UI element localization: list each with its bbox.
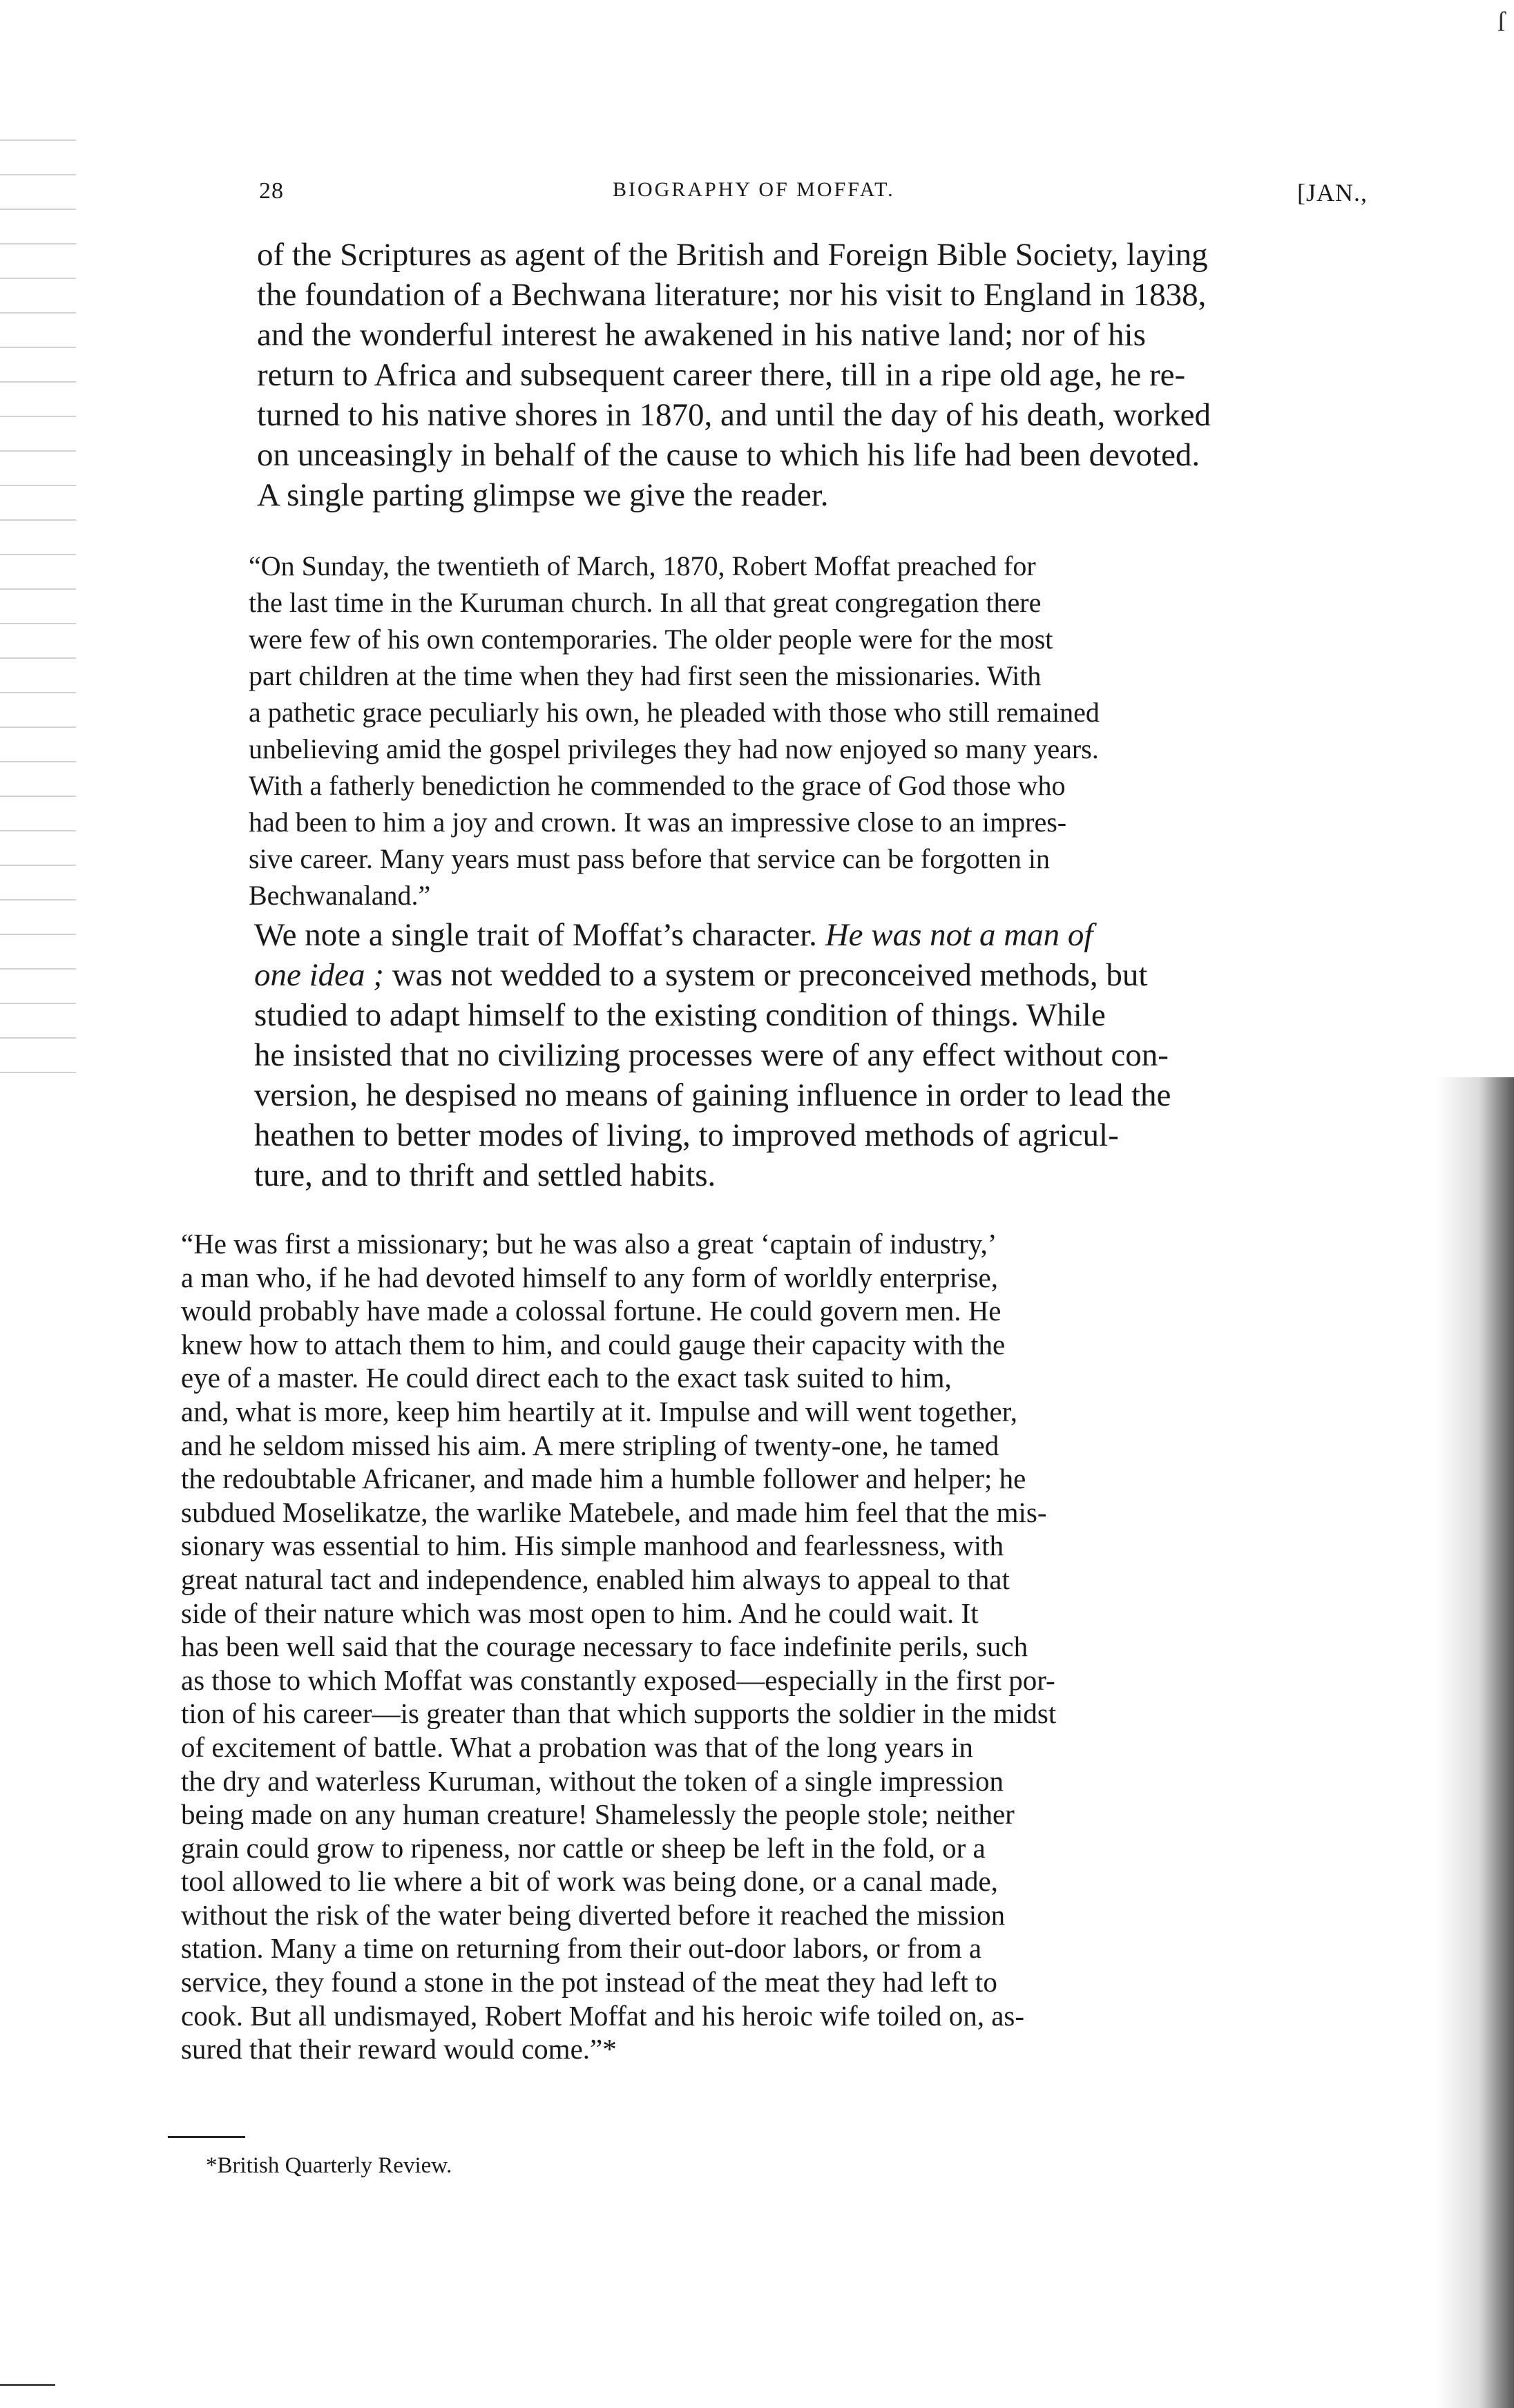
quote-line: the last time in the Kuruman church. In all that great congregation there <box>249 587 1042 618</box>
scan-edge-shadow-right <box>1437 1077 1514 2408</box>
text-line: and the wonderful interest he awakened in his native land; nor of his <box>257 317 1146 353</box>
quote-line: the redoubtable Africaner, and made him a humble follower and helper; he <box>181 1463 1026 1495</box>
quote-line: would probably have made a colossal fortune. He could govern men. He <box>181 1295 1002 1327</box>
quote-line: “He was first a missionary; but he was also a great ‘captain of industry,’ <box>181 1228 997 1260</box>
text-line: he insisted that no civilizing processes were of any effect without con- <box>254 1037 1169 1073</box>
quote-line: sionary was essential to him. His simple manhood and fearlessness, with <box>181 1530 1004 1562</box>
text-line: studied to adapt himself to the existing condition of things. While <box>254 997 1106 1033</box>
text-line: turned to his native shores in 1870, and until the day of his death, worked <box>257 397 1211 433</box>
page-number: 28 <box>259 178 284 204</box>
quote-line: sive career. Many years must pass before that service can be forgotten in <box>249 843 1050 874</box>
quote-line: tool allowed to lie where a bit of work was being done, or a canal made, <box>181 1865 998 1898</box>
quote-line: With a fatherly benediction he commended to the grace of God those who <box>249 770 1066 801</box>
quote-line: of excitement of battle. What a probation was that of the long years in <box>181 1731 973 1763</box>
corner-scan-mark: ſ <box>1497 6 1506 37</box>
quote-line: subdued Moselikatze, the warlike Matebele, and made him feel that the mis- <box>181 1496 1047 1528</box>
footnote-rule <box>168 2136 245 2138</box>
bottom-scan-line <box>0 2384 55 2386</box>
text-line: version, he despised no means of gaining influence in order to lead the <box>254 1077 1171 1113</box>
quote-line: unbelieving amid the gospel privileges they had now enjoyed so many years. <box>249 733 1099 764</box>
quote-line: “On Sunday, the twentieth of March, 1870, Robert Moffat preached for <box>249 550 1036 581</box>
quote-line: sured that their reward would come.”* <box>181 2033 617 2065</box>
paragraph-1 <box>257 235 1211 515</box>
text-line <box>254 955 1171 995</box>
italic-run: one idea ; <box>254 957 384 993</box>
quote-line: and he seldom missed his aim. A mere stripling of twenty-one, he tamed <box>181 1429 999 1461</box>
running-header <box>259 178 1368 220</box>
quote-line: a pathetic grace peculiarly his own, he pleaded with those who still remained <box>249 697 1100 728</box>
quote-line: knew how to attach them to him, and could gauge their capacity with the <box>181 1328 1006 1360</box>
block-quote-1 <box>249 548 1100 914</box>
quote-line: were few of his own contemporaries. The older people were for the most <box>249 624 1053 655</box>
text-line: of the Scriptures as agent of the British and Foreign Bible Society, laying <box>257 237 1208 273</box>
quote-line: service, they found a stone in the pot instead of the meat they had left to <box>181 1966 997 1998</box>
quote-line: the dry and waterless Kuruman, without the token of a single impression <box>181 1764 1004 1797</box>
quote-line: had been to him a joy and crown. It was an impressive close to an impres- <box>249 807 1067 838</box>
footnote: *British Quarterly Review. <box>206 2153 452 2178</box>
italic-run: He was not a man of <box>825 917 1093 953</box>
quote-line: Bechwanaland.” <box>249 880 431 911</box>
text-line: the foundation of a Bechwana literature; nor his visit to England in 1838, <box>257 277 1207 313</box>
text-line: A single parting glimpse we give the reader. <box>257 477 829 513</box>
text-run: was not wedded to a system or preconceived methods, but <box>383 957 1148 993</box>
text-line <box>254 915 1171 955</box>
quote-line: as those to which Moffat was constantly exposed—especially in the first por- <box>181 1664 1055 1696</box>
text-line: on unceasingly in behalf of the cause to which his life had been devoted. <box>257 437 1200 473</box>
text-run: We note a single trait of Moffat’s character. <box>254 917 825 953</box>
quote-line: cook. But all undismayed, Robert Moffat and his heroic wife toiled on, as- <box>181 1999 1025 2032</box>
quote-line: part children at the time when they had first seen the missionaries. With <box>249 660 1042 691</box>
quote-line: being made on any human creature! Shamelessly the people stole; neither <box>181 1798 1015 1831</box>
quote-line: and, what is more, keep him heartily at it. Impulse and will went together, <box>181 1395 1017 1427</box>
header-month: [JAN., <box>1297 179 1368 206</box>
quote-line: grain could grow to ripeness, nor cattle or sheep be left in the fold, or a <box>181 1831 986 1864</box>
quote-line: tion of his career—is greater than that which supports the soldier in the midst <box>181 1697 1057 1730</box>
text-line: return to Africa and subsequent career there, till in a ripe old age, he re- <box>257 357 1186 393</box>
scan-edge-shadow-left <box>0 124 76 1091</box>
quote-line: has been well said that the courage necessary to face indefinite perils, such <box>181 1630 1028 1663</box>
quote-line: great natural tact and independence, enabled him always to appeal to that <box>181 1563 1010 1595</box>
paragraph-2 <box>254 915 1171 1195</box>
quote-line: a man who, if he had devoted himself to any form of worldly enterprise, <box>181 1261 998 1293</box>
quote-line: side of their nature which was most open to him. And he could wait. It <box>181 1597 979 1629</box>
quote-line: station. Many a time on returning from their out-door labors, or from a <box>181 1932 982 1965</box>
running-title: BIOGRAPHY OF MOFFAT. <box>613 178 895 201</box>
block-quote-2 <box>181 1227 1056 2066</box>
quote-line: eye of a master. He could direct each to the exact task suited to him, <box>181 1362 952 1394</box>
quote-line: without the risk of the water being diverted before it reached the mission <box>181 1898 1006 1931</box>
text-line: ture, and to thrift and settled habits. <box>254 1157 716 1193</box>
text-line: heathen to better modes of living, to improved methods of agricul- <box>254 1117 1119 1153</box>
